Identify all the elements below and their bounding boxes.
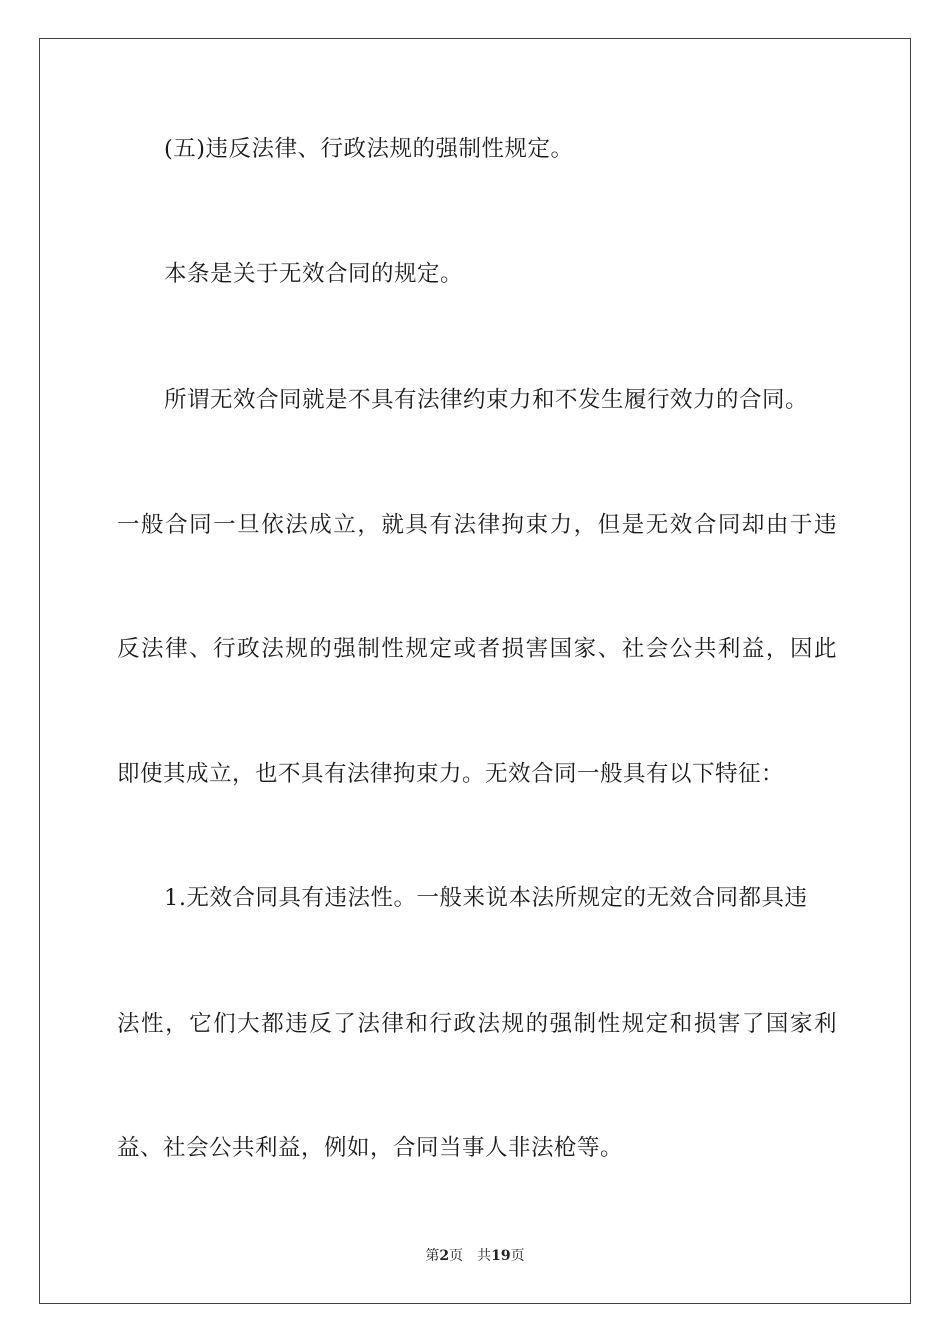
page-border: [39, 38, 911, 1304]
paragraph-line: 法性，它们大都违反了法律和行政法规的强制性规定和损害了国家利: [117, 1011, 837, 1037]
paragraph-line: (五)违反法律、行政法规的强制性规定。: [164, 136, 574, 162]
paragraph-line: 反法律、行政法规的强制性规定或者损害国家、社会公共利益，因此: [117, 636, 837, 662]
paragraph-line: 益、社会公共利益，例如，合同当事人非法枪等。: [117, 1135, 624, 1161]
paragraph-line: 1.无效合同具有违法性。一般来说本法所规定的无效合同都具违: [164, 885, 808, 911]
page-suffix: 页: [449, 1248, 464, 1264]
total-prefix: 共: [477, 1248, 492, 1264]
paragraph-line: 即使其成立，也不具有法律拘束力。无效合同一般具有以下特征：: [117, 761, 785, 787]
page-number: 2: [439, 1248, 450, 1264]
total-suffix: 页: [510, 1248, 525, 1264]
page-prefix: 第: [425, 1248, 440, 1264]
paragraph-line: 所谓无效合同就是不具有法律约束力和不发生履行效力的合同。: [164, 387, 809, 413]
total-pages: 19: [491, 1248, 511, 1264]
paragraph-line: 一般合同一旦依法成立，就具有法律拘束力，但是无效合同却由于违: [117, 512, 837, 538]
page-footer: [0, 1247, 950, 1265]
paragraph-line: 本条是关于无效合同的规定。: [164, 261, 464, 287]
